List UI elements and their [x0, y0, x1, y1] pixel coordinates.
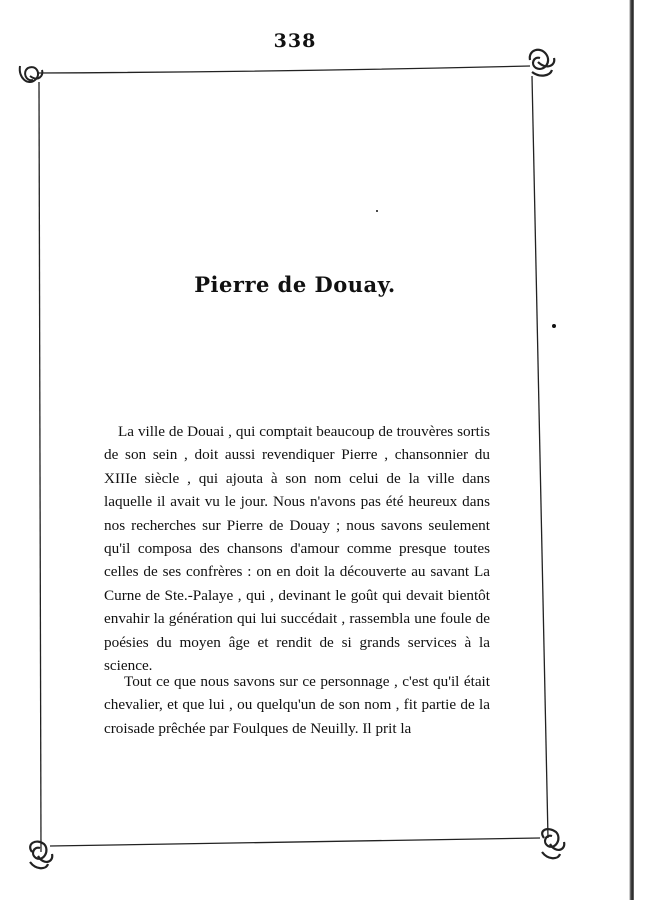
ink-speck [552, 324, 556, 328]
border-left [39, 82, 41, 852]
section-title: Pierre de Douay. [194, 272, 396, 297]
corner-ornament-bottom-right [542, 829, 564, 858]
page-number: 338 [273, 30, 317, 52]
body-paragraph: La ville de Douai , qui comptait beaucoup de trouvères sortis de son sein , doit aussi revendiquer Pierre , chansonnier du XIIIe siècle , qui ajouta à son nom celui de la ville dans laquelle il avait vu le jour. Nous n'avons pas été heureux dans nos recherches sur Pierre de Douay ; nous savons seulement qu'il composa des chansons d'amour comme presque toutes celles de ses confrères : on en doit la découverte au savant La Curne de Ste.-Palaye , qui , devinant le goût qui devait bientôt envahir la génération qui lui succédait , rassembla une foule de poésies du moyen âge et rendit de si grands services à la science. [104, 423, 490, 675]
corner-ornament-top-right [530, 50, 554, 76]
border-right [532, 76, 548, 838]
ink-speck [376, 210, 378, 212]
corner-ornament-top-left [20, 66, 43, 82]
body-paragraph: Tout ce que nous savons sur ce personnage , c'est qu'il était chevalier, et que lui , ou quelqu'un de son nom , fit partie de la croisade prêchée par Foulques de Neuilly. Il prit la [104, 673, 490, 737]
border-top [37, 66, 530, 73]
border-bottom [50, 838, 540, 846]
